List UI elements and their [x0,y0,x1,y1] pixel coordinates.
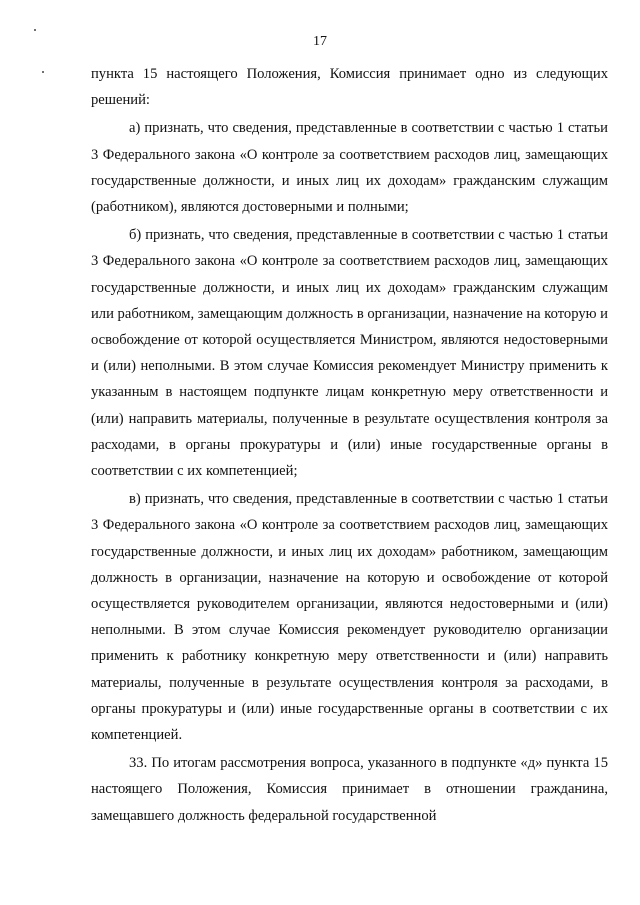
page-number: 17 [313,34,327,49]
paragraph-subitem-a: а) признать, что сведения, представленные в соответствии с частью 1 статьи 3 Федерального закона «О контроле за соответствием расходов лиц, замещающих государственные должности, и иных лиц их доходам» гражданским служащим (работником), являются достоверными и полными; [91,120,608,216]
paragraph-continuation: пункта 15 настоящего Положения, Комиссия принимает одно из следующих решений: [91,66,608,109]
document-body [91,61,608,831]
paragraph-subitem-v: в) признать, что сведения, представленные в соответствии с частью 1 статьи 3 Федерального закона «О контроле за соответствием расходов лиц, замещающих государственные должности, и иных лиц их доходам» работником, замещающим должность в организации, назначение на которую и освобождение от которой осуществляется руководителем организации, являются недостоверными и (или) неполными. В этом случае Комиссия рекомендует руководителю организации применить к работнику конкретную меру ответственности и (или) направить материалы, полученные в результате осуществления контроля за расходами, в органы прокуратуры и (или) иные государственные органы в соответствии с их компетенцией. [91,491,608,744]
scan-speck [42,71,44,73]
scan-speck [34,29,36,31]
paragraph-item-33: 33. По итогам рассмотрения вопроса, указанного в подпункте «д» пункта 15 настоящего Положения, Комиссия принимает в отношении гражданина, замещавшего должность федеральной государственной [91,755,608,824]
paragraph-subitem-b: б) признать, что сведения, представленные в соответствии с частью 1 статьи 3 Федерального закона «О контроле за соответствием расходов лиц, замещающих государственные должности, и иных лиц их доходам» гражданским служащим или работником, замещающим должность в организации, назначение на которую и освобождение от которой осуществляется Министром, являются недостоверными и (или) неполными. В этом случае Комиссия рекомендует Министру применить к указанным в настоящем подпункте лицам конкретную меру ответственности и (или) направить материалы, полученные в результате осуществления контроля за расходами, в органы прокуратуры и (или) иные государственные органы в соответствии с их компетенцией; [91,227,608,480]
